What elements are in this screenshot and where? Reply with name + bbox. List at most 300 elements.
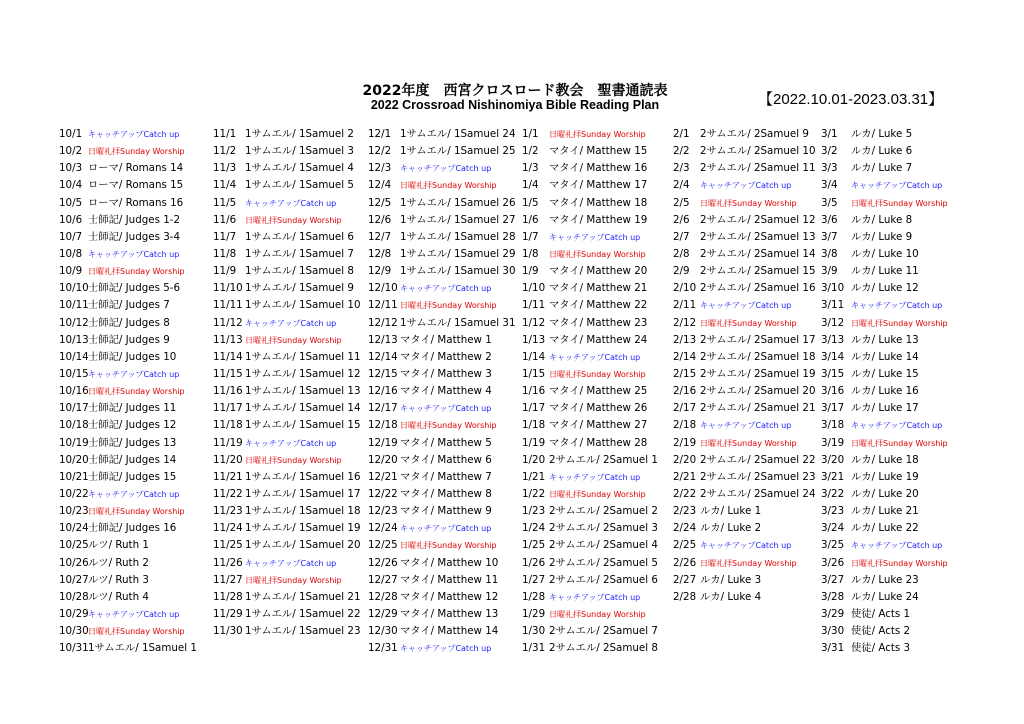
schedule-row (368, 366, 524, 383)
schedule-row (821, 623, 975, 640)
schedule-row (213, 486, 371, 503)
reading-passage: 2サムエル/ 2Samuel 15 (700, 265, 816, 278)
reading-passage: ルツ/ Ruth 3 (88, 573, 149, 586)
schedule-row (368, 246, 524, 263)
sunday-worship-label: 日曜礼拝Sunday Worship (88, 147, 185, 157)
schedule-date: 11/12 (213, 316, 243, 329)
schedule-row (368, 195, 524, 212)
reading-passage: マタイ/ Matthew 7 (400, 470, 492, 483)
catch-up-label: キャッチアップCatch up (549, 472, 641, 482)
catch-up-label: キャッチアップCatch up (700, 301, 792, 311)
reading-passage: 2サムエル/ 2Samuel 19 (700, 367, 816, 380)
schedule-row (673, 400, 824, 417)
schedule-row (522, 332, 673, 349)
catch-up-label: キャッチアップCatch up (851, 301, 943, 311)
schedule-row (59, 520, 214, 537)
reading-passage: ルカ/ Luke 3 (700, 573, 762, 586)
schedule-date: 1/13 (522, 333, 546, 346)
schedule-date: 10/25 (59, 539, 89, 552)
schedule-row (368, 400, 524, 417)
reading-passage: 2サムエル/ 2Samuel 22 (700, 453, 816, 466)
schedule-column (673, 126, 824, 606)
schedule-date: 2/14 (673, 350, 697, 363)
reading-passage: ローマ/ Romans 16 (88, 196, 184, 209)
schedule-row (821, 229, 975, 246)
reading-passage: 1サムエル/ 1Samuel 19 (245, 522, 361, 535)
schedule-row (59, 297, 214, 314)
schedule-row (213, 366, 371, 383)
schedule-date: 11/2 (213, 145, 237, 158)
catch-up-label: キャッチアップCatch up (88, 609, 180, 619)
schedule-date: 12/9 (368, 265, 392, 278)
schedule-row (59, 589, 214, 606)
catch-up-label: キャッチアップCatch up (245, 318, 337, 328)
schedule-row (59, 555, 214, 572)
schedule-date: 2/17 (673, 402, 697, 415)
catch-up-label: キャッチアップCatch up (245, 438, 337, 448)
schedule-row (59, 195, 214, 212)
schedule-date: 1/6 (522, 213, 539, 226)
schedule-row (522, 212, 673, 229)
schedule-row (368, 572, 524, 589)
reading-passage: ルカ/ Luke 18 (851, 453, 919, 466)
schedule-date: 12/10 (368, 282, 398, 295)
schedule-row (522, 400, 673, 417)
reading-passage: マタイ/ Matthew 6 (400, 453, 492, 466)
schedule-row (213, 606, 371, 623)
reading-passage: 使徒/ Acts 2 (851, 625, 911, 638)
reading-passage: 1サムエル/ 1Samuel 3 (245, 145, 354, 158)
reading-passage: 1サムエル/ 1Samuel 31 (400, 316, 516, 329)
schedule-row (673, 572, 824, 589)
reading-passage: マタイ/ Matthew 22 (549, 299, 648, 312)
schedule-date: 10/16 (59, 385, 89, 398)
schedule-row (368, 332, 524, 349)
schedule-date: 3/4 (821, 179, 838, 192)
schedule-row (59, 280, 214, 297)
schedule-date: 1/20 (522, 453, 546, 466)
sunday-worship-label: 日曜礼拝Sunday Worship (851, 558, 948, 568)
reading-passage: マタイ/ Matthew 12 (400, 590, 499, 603)
schedule-row (59, 537, 214, 554)
sunday-worship-label: 日曜礼拝Sunday Worship (700, 438, 797, 448)
schedule-date: 10/24 (59, 522, 89, 535)
reading-passage: 1サムエル/ 1Samuel 11 (245, 350, 361, 363)
schedule-row (673, 212, 824, 229)
schedule-row (368, 606, 524, 623)
schedule-column (821, 126, 975, 657)
schedule-date: 10/28 (59, 590, 89, 603)
reading-passage: 2サムエル/ 2Samuel 12 (700, 213, 816, 226)
schedule-date: 12/28 (368, 590, 398, 603)
reading-passage: 1サムエル/ 1Samuel 16 (245, 470, 361, 483)
schedule-date: 3/19 (821, 436, 845, 449)
schedule-row (213, 469, 371, 486)
schedule-date: 11/26 (213, 556, 243, 569)
schedule-date: 12/27 (368, 573, 398, 586)
schedule-row (673, 126, 824, 143)
schedule-column (59, 126, 214, 657)
schedule-row (673, 246, 824, 263)
schedule-date: 10/3 (59, 162, 83, 175)
reading-passage: 使徒/ Acts 3 (851, 642, 911, 655)
reading-passage: 1サムエル/ 1Samuel 6 (245, 230, 354, 243)
reading-passage: 2サムエル/ 2Samuel 1 (549, 453, 658, 466)
schedule-date: 12/19 (368, 436, 398, 449)
reading-passage: 1サムエル/ 1Samuel 13 (245, 385, 361, 398)
schedule-date: 12/26 (368, 556, 398, 569)
schedule-row (821, 160, 975, 177)
schedule-date: 1/3 (522, 162, 539, 175)
reading-passage: マタイ/ Matthew 9 (400, 505, 492, 518)
schedule-date: 12/25 (368, 539, 398, 552)
reading-passage: ルカ/ Luke 6 (851, 145, 913, 158)
schedule-date: 11/28 (213, 590, 243, 603)
schedule-row (673, 452, 824, 469)
schedule-date: 2/1 (673, 128, 690, 140)
sunday-worship-label: 日曜礼拝Sunday Worship (400, 301, 497, 311)
schedule-date: 2/18 (673, 419, 697, 432)
schedule-date: 12/8 (368, 247, 392, 260)
schedule-row (213, 503, 371, 520)
catch-up-label: キャッチアップCatch up (245, 198, 337, 208)
reading-passage: ルカ/ Luke 17 (851, 402, 919, 415)
schedule-date: 10/23 (59, 505, 89, 518)
reading-passage: ローマ/ Romans 14 (88, 162, 184, 175)
schedule-date: 3/17 (821, 402, 845, 415)
reading-passage: ルカ/ Luke 2 (700, 522, 762, 535)
reading-passage: 2サムエル/ 2Samuel 24 (700, 487, 816, 500)
sunday-worship-label: 日曜礼拝Sunday Worship (88, 507, 185, 517)
schedule-row (821, 263, 975, 280)
schedule-date: 11/22 (213, 487, 243, 500)
schedule-date: 12/5 (368, 196, 392, 209)
reading-passage: マタイ/ Matthew 17 (549, 179, 648, 192)
reading-passage: 2サムエル/ 2Samuel 21 (700, 402, 816, 415)
schedule-row (522, 555, 673, 572)
reading-passage: ルカ/ Luke 7 (851, 162, 913, 175)
schedule-date: 12/24 (368, 522, 398, 535)
sunday-worship-label: 日曜礼拝Sunday Worship (851, 318, 948, 328)
schedule-date: 11/21 (213, 470, 243, 483)
schedule-row (213, 520, 371, 537)
schedule-date: 10/18 (59, 419, 89, 432)
reading-passage: 1サムエル/ 1Samuel 23 (245, 625, 361, 638)
schedule-row (368, 126, 524, 143)
reading-passage: ルカ/ Luke 23 (851, 573, 919, 586)
schedule-date: 10/13 (59, 333, 89, 346)
schedule-date: 3/24 (821, 522, 845, 535)
page-title-english: 2022 Crossroad Nishinomiya Bible Reading Plan (370, 98, 660, 112)
schedule-row (59, 246, 214, 263)
reading-passage: 士師記/ Judges 11 (88, 402, 177, 415)
schedule-date: 3/2 (821, 145, 838, 158)
schedule-row (673, 383, 824, 400)
schedule-date: 11/1 (213, 128, 237, 140)
page-title-japanese: 2022年度 西宮クロスロード教会 聖書通読表 (362, 83, 668, 99)
schedule-row (673, 435, 824, 452)
reading-passage: 1サムエル/ 1Samuel 21 (245, 590, 361, 603)
reading-passage: 2サムエル/ 2Samuel 14 (700, 247, 816, 260)
schedule-date: 1/7 (522, 230, 539, 243)
schedule-date: 3/30 (821, 625, 845, 638)
schedule-row (213, 555, 371, 572)
reading-passage: 士師記/ Judges 8 (88, 316, 170, 329)
schedule-date: 1/8 (522, 247, 539, 260)
schedule-date: 3/1 (821, 128, 838, 140)
reading-passage: ルカ/ Luke 12 (851, 282, 919, 295)
catch-up-label: キャッチアップCatch up (700, 541, 792, 551)
reading-passage: ルカ/ Luke 8 (851, 213, 913, 226)
catch-up-label: キャッチアップCatch up (400, 404, 492, 414)
reading-passage: ルカ/ Luke 5 (851, 128, 913, 140)
catch-up-label: キャッチアップCatch up (245, 558, 337, 568)
schedule-row (522, 640, 673, 657)
schedule-row (368, 417, 524, 434)
reading-passage: 2サムエル/ 2Samuel 18 (700, 350, 816, 363)
schedule-date: 3/14 (821, 350, 845, 363)
reading-passage: ルカ/ Luke 4 (700, 590, 762, 603)
reading-passage: 士師記/ Judges 16 (88, 522, 177, 535)
reading-passage: 1サムエル/ 1Samuel 15 (245, 419, 361, 432)
schedule-date: 3/27 (821, 573, 845, 586)
schedule-date: 1/30 (522, 625, 546, 638)
schedule-date: 3/5 (821, 196, 838, 209)
schedule-row (821, 469, 975, 486)
schedule-date: 2/2 (673, 145, 690, 158)
schedule-row (59, 160, 214, 177)
schedule-row (59, 177, 214, 194)
reading-passage: マタイ/ Matthew 25 (549, 385, 648, 398)
schedule-date: 11/25 (213, 539, 243, 552)
schedule-date: 3/26 (821, 556, 845, 569)
date-range-label: 【2022.10.01-2023.03.31】 (758, 91, 944, 108)
schedule-date: 1/16 (522, 385, 546, 398)
schedule-row (522, 177, 673, 194)
reading-passage: 2サムエル/ 2Samuel 10 (700, 145, 816, 158)
schedule-date: 12/22 (368, 487, 398, 500)
schedule-date: 1/9 (522, 265, 539, 278)
reading-passage: ルカ/ Luke 13 (851, 333, 919, 346)
schedule-date: 2/4 (673, 179, 690, 192)
schedule-date: 10/11 (59, 299, 89, 312)
schedule-date: 3/3 (821, 162, 838, 175)
schedule-date: 10/12 (59, 316, 89, 329)
schedule-row (522, 417, 673, 434)
schedule-date: 10/4 (59, 179, 83, 192)
schedule-date: 1/29 (522, 607, 546, 620)
reading-passage: マタイ/ Matthew 19 (549, 213, 648, 226)
schedule-row (213, 177, 371, 194)
reading-passage: 2サムエル/ 2Samuel 8 (549, 642, 658, 655)
schedule-date: 10/29 (59, 607, 89, 620)
schedule-date: 12/12 (368, 316, 398, 329)
schedule-date: 11/13 (213, 333, 243, 346)
schedule-date: 3/23 (821, 505, 845, 518)
reading-passage: 1サムエル/ 1Samuel 30 (400, 265, 516, 278)
reading-passage: ルツ/ Ruth 1 (88, 539, 149, 552)
schedule-row (522, 315, 673, 332)
schedule-row (821, 246, 975, 263)
reading-passage: 士師記/ Judges 3-4 (88, 230, 181, 243)
reading-passage: 士師記/ Judges 5-6 (88, 282, 181, 295)
schedule-row (213, 246, 371, 263)
schedule-date: 1/15 (522, 367, 546, 380)
schedule-row (59, 315, 214, 332)
schedule-date: 3/18 (821, 419, 845, 432)
schedule-date: 2/23 (673, 505, 697, 518)
schedule-row (522, 503, 673, 520)
catch-up-label: キャッチアップCatch up (851, 421, 943, 431)
schedule-row (368, 452, 524, 469)
reading-passage: 1サムエル/ 1Samuel 24 (400, 128, 516, 140)
schedule-row (213, 349, 371, 366)
schedule-date: 1/19 (522, 436, 546, 449)
reading-passage: 2サムエル/ 2Samuel 23 (700, 470, 816, 483)
schedule-row (821, 435, 975, 452)
schedule-date: 1/17 (522, 402, 546, 415)
sunday-worship-label: 日曜礼拝Sunday Worship (549, 369, 646, 379)
schedule-row (59, 383, 214, 400)
schedule-row (673, 332, 824, 349)
schedule-row (368, 349, 524, 366)
schedule-row (213, 572, 371, 589)
schedule-date: 10/6 (59, 213, 83, 226)
reading-passage: 2サムエル/ 2Samuel 11 (700, 162, 816, 175)
schedule-date: 2/7 (673, 230, 690, 243)
schedule-date: 11/7 (213, 230, 237, 243)
schedule-row (59, 572, 214, 589)
reading-passage: 士師記/ Judges 12 (88, 419, 177, 432)
reading-passage: 1サムエル/ 1Samuel 27 (400, 213, 516, 226)
schedule-row (368, 229, 524, 246)
schedule-date: 2/5 (673, 196, 690, 209)
reading-passage: ルカ/ Luke 21 (851, 505, 919, 518)
reading-passage: マタイ/ Matthew 23 (549, 316, 648, 329)
schedule-date: 2/8 (673, 247, 690, 260)
schedule-date: 2/28 (673, 590, 697, 603)
reading-passage: 士師記/ Judges 7 (88, 299, 170, 312)
reading-passage: 1サムエル/ 1Samuel 17 (245, 487, 361, 500)
schedule-row (213, 160, 371, 177)
reading-passage: マタイ/ Matthew 3 (400, 367, 492, 380)
schedule-row (59, 435, 214, 452)
schedule-row (673, 366, 824, 383)
schedule-date: 3/25 (821, 539, 845, 552)
reading-passage: 1サムエル/ 1Samuel 26 (400, 196, 516, 209)
schedule-date: 10/1 (59, 128, 83, 140)
schedule-row (522, 589, 673, 606)
sunday-worship-label: 日曜礼拝Sunday Worship (245, 335, 342, 345)
sunday-worship-label: 日曜礼拝Sunday Worship (851, 198, 948, 208)
schedule-row (368, 383, 524, 400)
reading-passage: 使徒/ Acts 1 (851, 607, 911, 620)
schedule-row (213, 452, 371, 469)
schedule-row (673, 297, 824, 314)
reading-passage: 士師記/ Judges 1-2 (88, 213, 181, 226)
schedule-date: 12/21 (368, 470, 398, 483)
schedule-row (522, 126, 673, 143)
schedule-date: 2/27 (673, 573, 697, 586)
catch-up-label: キャッチアップCatch up (851, 181, 943, 191)
catch-up-label: キャッチアップCatch up (400, 284, 492, 294)
schedule-row (821, 349, 975, 366)
schedule-row (821, 366, 975, 383)
schedule-date: 2/19 (673, 436, 697, 449)
catch-up-label: キャッチアップCatch up (549, 232, 641, 242)
reading-passage: マタイ/ Matthew 8 (400, 487, 492, 500)
reading-passage: マタイ/ Matthew 1 (400, 333, 492, 346)
schedule-row (368, 263, 524, 280)
schedule-row (368, 143, 524, 160)
catch-up-label: キャッチアップCatch up (549, 592, 641, 602)
schedule-row (213, 229, 371, 246)
schedule-date: 12/11 (368, 299, 398, 312)
schedule-row (368, 212, 524, 229)
reading-passage: マタイ/ Matthew 14 (400, 625, 499, 638)
schedule-date: 11/27 (213, 573, 243, 586)
schedule-row (673, 486, 824, 503)
schedule-date: 3/22 (821, 487, 845, 500)
schedule-date: 12/16 (368, 385, 398, 398)
schedule-row (522, 246, 673, 263)
reading-passage: 1サムエル/ 1Samuel 8 (245, 265, 354, 278)
schedule-date: 3/29 (821, 607, 845, 620)
schedule-row (59, 623, 214, 640)
schedule-row (59, 469, 214, 486)
schedule-date: 11/15 (213, 367, 243, 380)
schedule-date: 10/30 (59, 625, 89, 638)
schedule-row (522, 520, 673, 537)
schedule-date: 11/17 (213, 402, 243, 415)
reading-passage: マタイ/ Matthew 28 (549, 436, 648, 449)
schedule-row (59, 417, 214, 434)
schedule-row (522, 623, 673, 640)
catch-up-label: キャッチアップCatch up (88, 249, 180, 259)
schedule-date: 10/19 (59, 436, 89, 449)
schedule-row (368, 160, 524, 177)
reading-passage: 1サムエル/ 1Samuel 4 (245, 162, 354, 175)
schedule-row (59, 606, 214, 623)
schedule-date: 3/11 (821, 299, 845, 312)
schedule-date: 10/22 (59, 487, 89, 500)
reading-passage: 1サムエル/ 1Samuel 10 (245, 299, 361, 312)
schedule-row (522, 143, 673, 160)
schedule-row (213, 589, 371, 606)
schedule-row (821, 280, 975, 297)
reading-passage: ルカ/ Luke 24 (851, 590, 919, 603)
reading-passage: 1サムエル/ 1Samuel 20 (245, 539, 361, 552)
sunday-worship-label: 日曜礼拝Sunday Worship (400, 181, 497, 191)
schedule-row (522, 383, 673, 400)
schedule-date: 12/6 (368, 213, 392, 226)
sunday-worship-label: 日曜礼拝Sunday Worship (549, 249, 646, 259)
schedule-row (673, 280, 824, 297)
schedule-row (213, 212, 371, 229)
schedule-date: 2/24 (673, 522, 697, 535)
schedule-row (213, 435, 371, 452)
schedule-row (368, 520, 524, 537)
schedule-row (213, 332, 371, 349)
schedule-row (821, 143, 975, 160)
schedule-date: 1/21 (522, 470, 546, 483)
reading-passage: 2サムエル/ 2Samuel 6 (549, 573, 658, 586)
schedule-row (368, 177, 524, 194)
schedule-date: 2/13 (673, 333, 697, 346)
schedule-date: 10/2 (59, 145, 83, 158)
schedule-date: 2/16 (673, 385, 697, 398)
schedule-date: 12/23 (368, 505, 398, 518)
